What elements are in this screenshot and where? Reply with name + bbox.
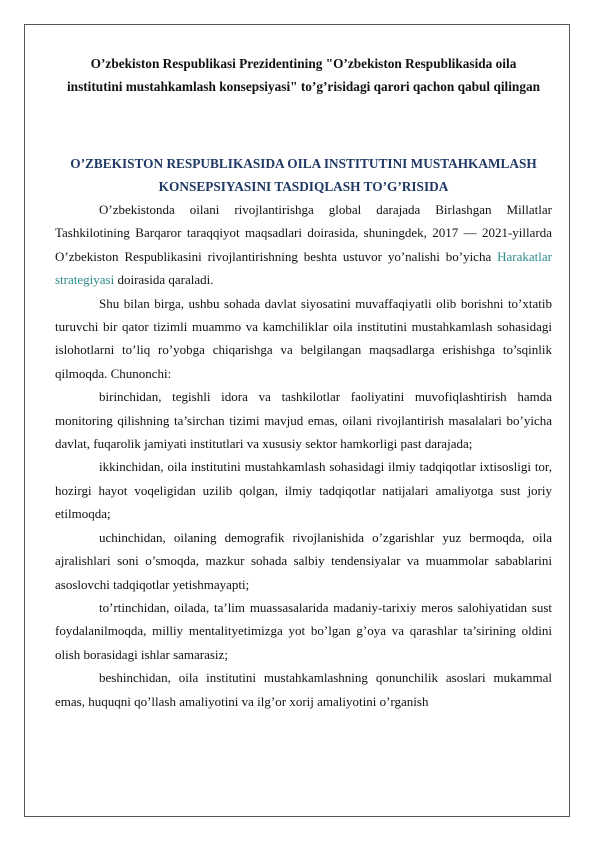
document-title: O’zbekiston Respublikasi Prezidentining "O’zbekiston Respublikasida oila institutini mustahkamlash konsepsiyasi" to’g’risidagi qarori qachon qabul qilingan	[66, 56, 541, 94]
paragraph-3: birinchidan, tegishli idora va tashkilotlar faoliyatini muvofiqlashtirish hamda monitoring qilishning ta’sirchan tizimi mavjud emas, oilani rivojlantirish masalalari bo’yicha davlat, fuqarolik jamiyati institutlari va xususiy sektor hamkorligi past darajada;	[55, 389, 552, 452]
paragraph-6: to’rtinchidan, oilada, ta’lim muassasalarida madaniy-tarixiy meros salohiyatidan sust foydalanilmoqda, milliy mentalityetimizga yot bo’lgan g’oya va qarashlar ta’sirining oldini olish borasidagi ishlar samarasiz;	[55, 599, 552, 662]
section-title: O’ZBEKISTON RESPUBLIKASIDA OILA INSTITUTINI MUSTAHKAMLASH KONSEPSIYASINI TASDIQLASH TO’G’RISIDA	[70, 156, 537, 194]
document-body	[55, 52, 552, 713]
strategy-link[interactable]: Harakatlar strategiyasi	[55, 248, 552, 288]
paragraph-1	[55, 198, 552, 292]
paragraph-text: doirasida qaraladi.	[114, 272, 214, 288]
paragraph-text: O’zbekistonda oilani rivojlantirishga global darajada Birlashgan Millatlar Tashkilotining Barqaror taraqqiyot maqsadlari doirasida, shuningdek, 2017 — 2021-yillarda O’zbekiston Respublikasini rivojlantirishning beshta ustuvor yo’nalishi bo’yicha	[55, 202, 552, 264]
paragraph-5: uchinchidan, oilaning demografik rivojlanishida o’zgarishlar yuz bermoqda, oila ajralishlari soni o’smoqda, mazkur sohada salbiy tendensiyalar va muammolar sabablarini asoslovchi tadqiqotlar yetishmayapti;	[55, 529, 552, 592]
paragraph-4: ikkinchidan, oila institutini mustahkamlash sohasidagi ilmiy tadqiqotlar ixtisosligi tor, hozirgi hayot voqeligidan uzilib qolgan, ilmiy tadqiqotlar natijalari amaliyotga sust joriy etilmoqda;	[55, 459, 552, 522]
paragraph-7: beshinchidan, oila institutini mustahkamlashning qonunchilik asoslari mukammal emas, huquqni qo’llash amaliyotini va ilg’or xorij amaliyotini o’rganish	[55, 670, 552, 709]
paragraph-2: Shu bilan birga, ushbu sohada davlat siyosatini muvaffaqiyatli olib borishni to’xtatib turuvchi bir qator tizimli muammo va kamchiliklar oila institutini mustahkamlash sohasidagi islohotlarni to’liq ro’yobga chiqarishga va belgilangan maqsadlarga erishishga to’sqinlik qilmoqda. Chunonchi:	[55, 295, 552, 381]
